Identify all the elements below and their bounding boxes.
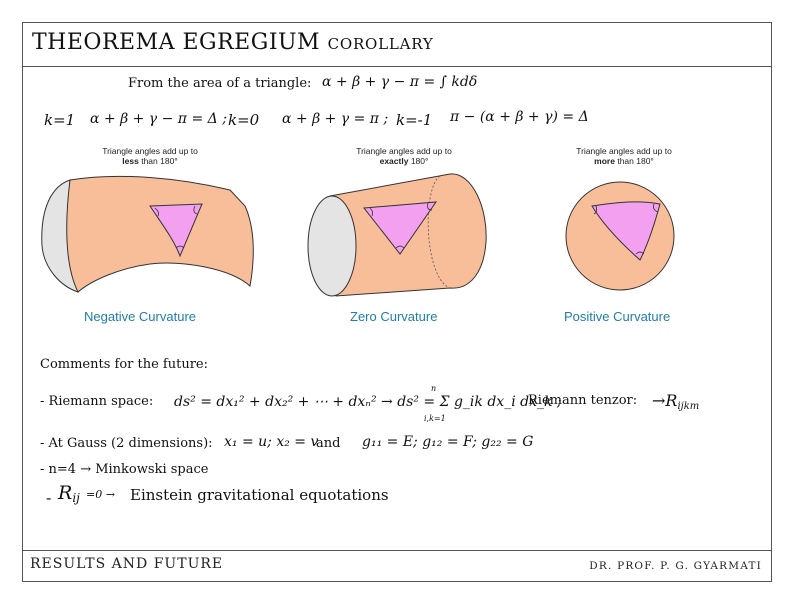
triangle-area-formula: α + β + γ − π = ∫ kdδ [322, 74, 478, 90]
tensor-formula [652, 391, 699, 412]
header-divider [22, 66, 772, 67]
zero-annotation-rest: 180° [410, 156, 429, 166]
positive-annotation-rest: than 180° [617, 156, 654, 166]
negative-annotation [80, 146, 220, 166]
negative-curvature-figure [30, 168, 270, 298]
zero-curvature-caption: Zero Curvature [350, 309, 438, 324]
positive-annotation-bold: more [594, 156, 615, 166]
title-small: COROLLARY [327, 35, 434, 53]
negative-annotation-bold: less [122, 156, 139, 166]
negative-annotation-top: Triangle angles add up to [102, 146, 198, 156]
einstein-dash: - [46, 488, 52, 507]
slide-title [32, 30, 434, 55]
case-k1-label: k=1 [44, 111, 76, 129]
gauss-and: and [316, 436, 341, 451]
footer-section-title: RESULTS AND FUTURE [30, 556, 224, 572]
cylinder-end-cap [308, 196, 356, 296]
comments-heading: Comments for the future: [40, 357, 208, 372]
gauss-metric: g₁₁ = E; g₁₂ = F; g₂₂ = G [362, 434, 534, 450]
saddle-surface [67, 176, 254, 292]
footer-author: DR. PROF. P. G. GYARMATI [589, 560, 762, 572]
case-k0-label: k=0 [228, 111, 260, 129]
tensor-subscript: ijkm [677, 401, 700, 412]
einstein-formula [58, 482, 80, 505]
gauss-label: - At Gauss (2 dimensions): [40, 436, 213, 451]
positive-curvature-figure [556, 170, 686, 300]
einstein-symbol: R [58, 482, 73, 504]
riemann-formula: ds² = dx₁² + dx₂² + ⋯ + dxₙ² → ds² = Σ g_ik dx_i dx_k ; [174, 394, 562, 410]
zero-annotation-bold: exactly [379, 156, 409, 166]
gauss-formula: x₁ = u; x₂ = v [224, 434, 319, 450]
riemann-label: - Riemann space: [40, 394, 154, 409]
minkowski-line: - n=4 → Minkowski space [40, 462, 209, 477]
tensor-label: Riemann tenzor: [528, 393, 638, 408]
positive-annotation-top: Triangle angles add up to [576, 146, 672, 156]
zero-curvature-figure [300, 168, 500, 298]
riemann-sum-bottom: i,k=1 [424, 414, 446, 423]
footer-divider [22, 550, 772, 551]
case-km1-formula: π − (α + β + γ) = Δ [450, 109, 589, 125]
positive-annotation [554, 146, 694, 166]
riemann-sum-top: n [431, 384, 437, 393]
negative-curvature-caption: Negative Curvature [84, 309, 196, 324]
case-km1-label: k=-1 [396, 111, 433, 129]
triangle-area-lead: From the area of a triangle: [128, 76, 312, 91]
zero-annotation [334, 146, 474, 166]
title-main: THEOREMA EGREGIUM [32, 30, 321, 55]
einstein-text: Einstein gravitational equotations [130, 486, 389, 504]
negative-annotation-rest: than 180° [141, 156, 178, 166]
einstein-equation: =0 → [86, 488, 115, 501]
case-k0-formula: α + β + γ = π ; [282, 111, 389, 127]
tensor-symbol: →R [652, 391, 678, 410]
case-k1-formula: α + β + γ − π = Δ ; [90, 111, 227, 127]
positive-curvature-caption: Positive Curvature [564, 309, 671, 324]
einstein-subscript: ij [72, 491, 80, 505]
zero-annotation-top: Triangle angles add up to [356, 146, 452, 156]
